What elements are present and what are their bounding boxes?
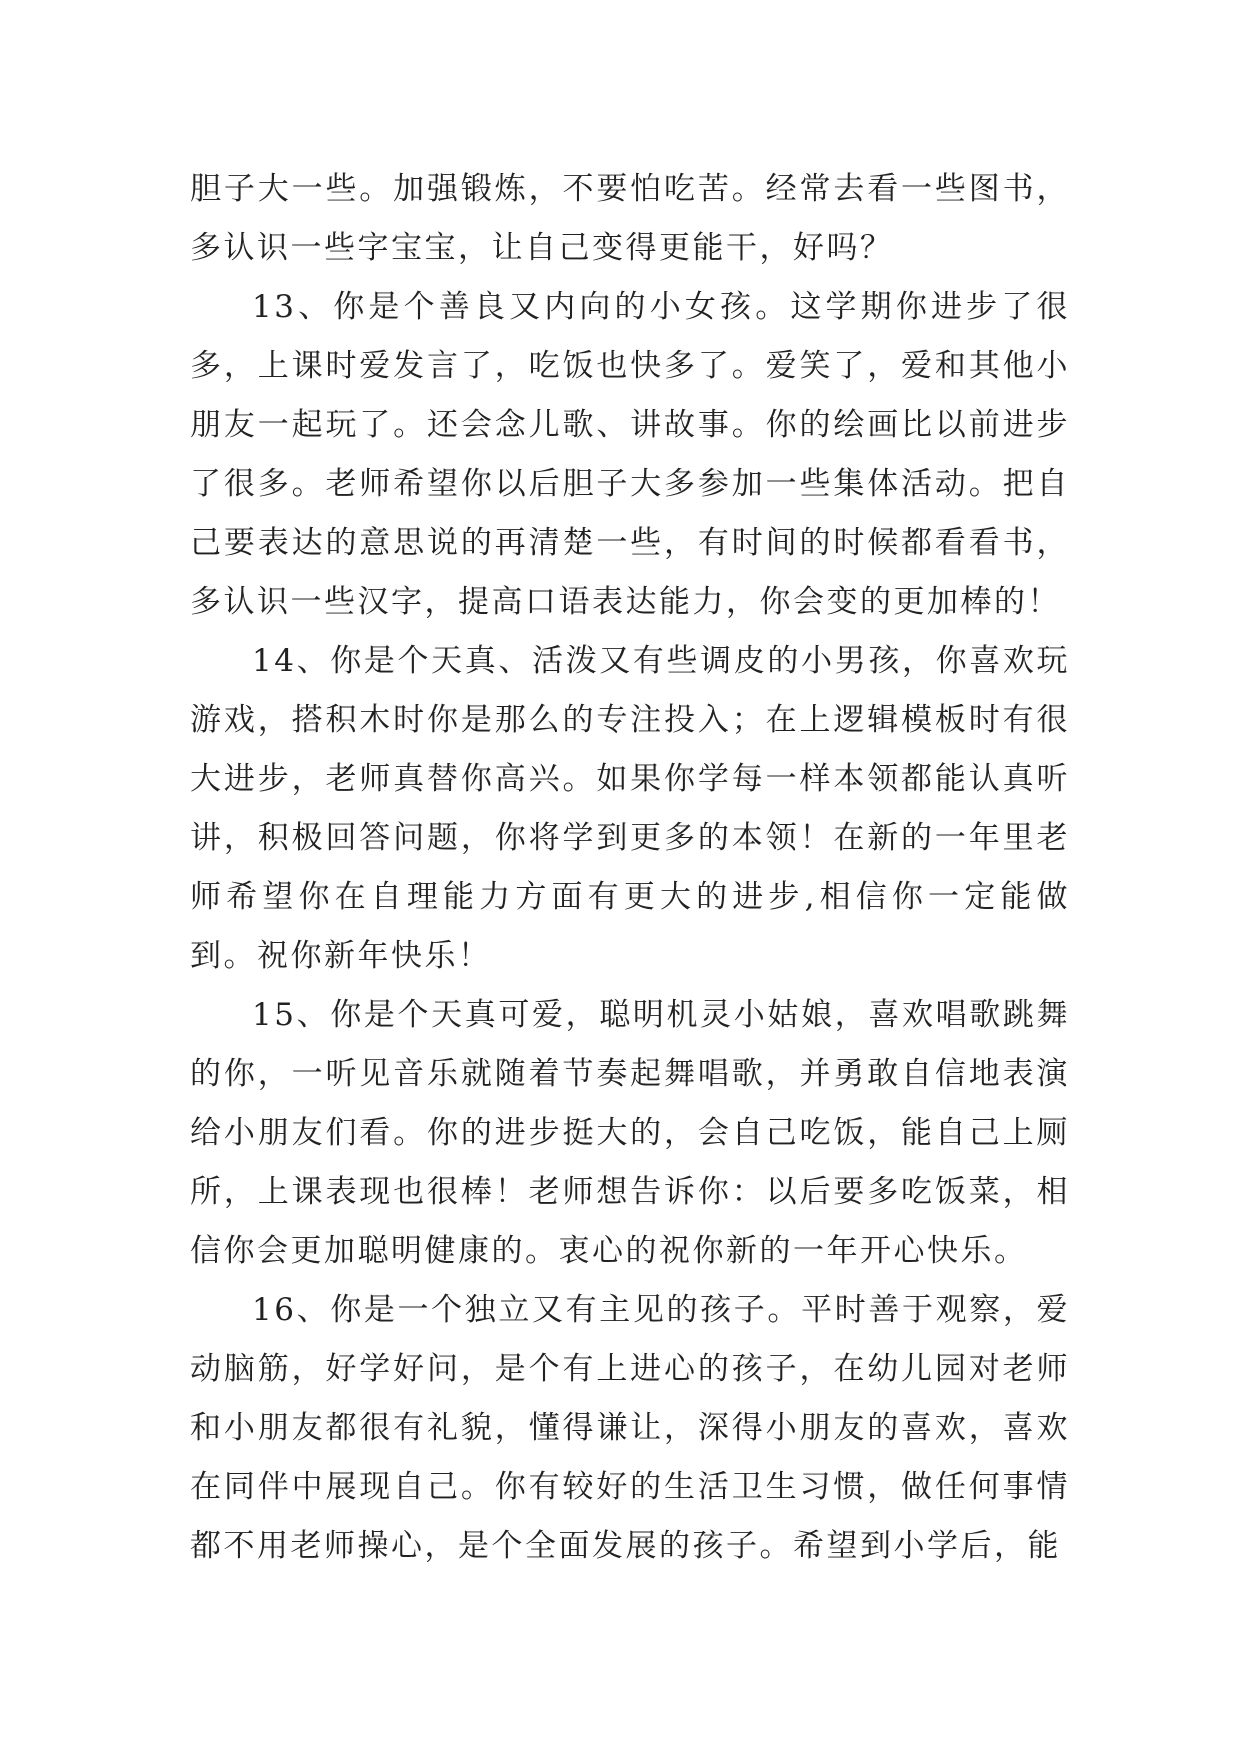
paragraph-item-15: 15、你是个天真可爱，聪明机灵小姑娘，喜欢唱歌跳舞的你，一听见音乐就随着节奏起舞唱歌，并勇敢自信地表演给小朋友们看。你的进步挺大的，会自己吃饭，能自己上厕所，上课表现也很棒！老师想告诉你：以后要多吃饭菜，相信你会更加聪明健康的。衷心的祝你新的一年开心快乐。: [190, 997, 1070, 1269]
paragraph-item-14: 14、你是个天真、活泼又有些调皮的小男孩，你喜欢玩游戏，搭积木时你是那么的专注投入；在上逻辑模板时有很大进步，老师真替你高兴。如果你学每一样本领都能认真听讲，积极回答问题，你将学到更多的本领！在新的一年里老师希望你在自理能力方面有更大的进步,相信你一定能做到。祝你新年快乐！: [190, 643, 1070, 974]
paragraph-item-16: 16、你是一个独立又有主见的孩子。平时善于观察，爱动脑筋，好学好问，是个有上进心的孩子，在幼儿园对老师和小朋友都很有礼貌，懂得谦让，深得小朋友的喜欢，喜欢在同伴中展现自己。你有较好的生活卫生习惯，做任何事情都不用老师操心，是个全面发展的孩子。希望到小学后，能: [190, 1292, 1070, 1564]
paragraph-item-13: 13、你是个善良又内向的小女孩。这学期你进步了很多，上课时爱发言了，吃饭也快多了。爱笑了，爱和其他小朋友一起玩了。还会念儿歌、讲故事。你的绘画比以前进步了很多。老师希望你以后胆子大多参加一些集体活动。把自己要表达的意思说的再清楚一些，有时间的时候都看看书，多认识一些汉字，提高口语表达能力，你会变的更加棒的！: [190, 289, 1070, 620]
paragraph-continuation: 胆子大一些。加强锻炼，不要怕吃苦。经常去看一些图书，多认识一些字宝宝，让自己变得更能干，好吗？: [190, 171, 1070, 266]
document-body: [190, 160, 1070, 1576]
